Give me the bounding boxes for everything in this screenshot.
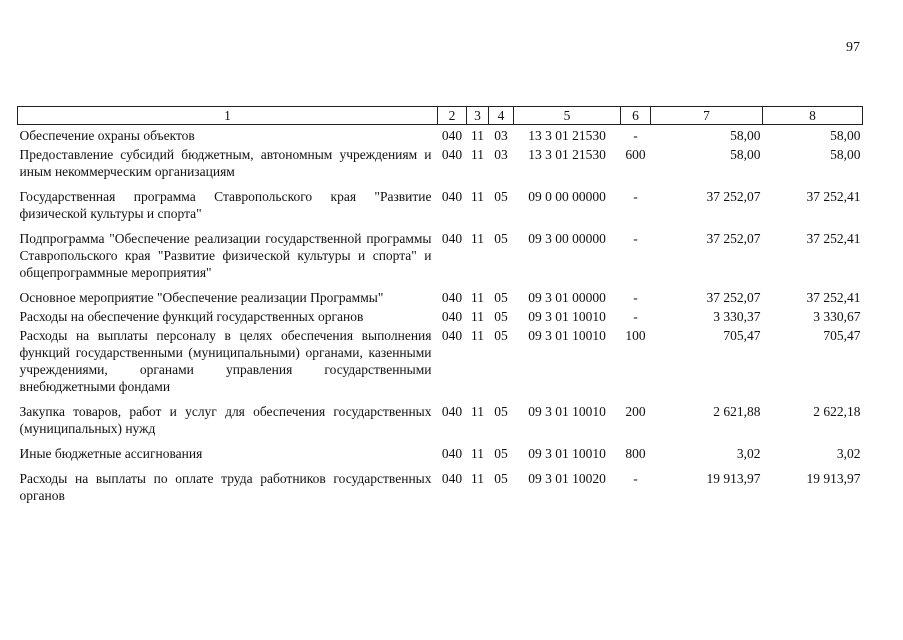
row-expense-type: - (633, 128, 638, 143)
row-amount-8: 2 622,18 (813, 404, 861, 419)
row-amount-8: 37 252,41 (806, 290, 861, 305)
header-cell: 7 (651, 107, 763, 125)
row-ministry-code: 040 (441, 231, 463, 246)
row-section-code: 11 (471, 128, 484, 143)
table-row (18, 228, 863, 287)
row-name: Закупка товаров, работ и услуг для обеспечения государственных (муниципальных) нужд (19, 404, 432, 436)
row-amount-7: 37 252,07 (706, 189, 761, 204)
row-section-code: 11 (471, 471, 484, 486)
header-cell: 2 (438, 107, 467, 125)
row-amount-7: 37 252,07 (706, 231, 761, 246)
row-amount-7: 3 330,37 (713, 309, 761, 324)
table-row (18, 468, 863, 504)
row-subsection-code: 05 (494, 290, 508, 305)
table-row (18, 443, 863, 468)
row-amount-8: 37 252,41 (806, 231, 861, 246)
row-subsection-code: 05 (494, 404, 508, 419)
row-target-code: 09 3 01 10010 (528, 309, 606, 324)
row-target-code: 13 3 01 21530 (528, 128, 606, 143)
row-subsection-code: 05 (494, 328, 508, 343)
header-cell: 1 (18, 107, 438, 125)
row-ministry-code: 040 (441, 446, 463, 461)
row-amount-7: 705,47 (723, 328, 761, 343)
row-amount-7: 19 913,97 (706, 471, 761, 486)
row-expense-type: 100 (625, 328, 646, 343)
table-row (18, 125, 863, 145)
row-target-code: 09 3 01 10010 (528, 404, 606, 419)
row-name: Иные бюджетные ассигнования (19, 446, 203, 461)
row-target-code: 09 3 01 10020 (528, 471, 606, 486)
row-amount-8: 705,47 (823, 328, 861, 343)
row-subsection-code: 03 (494, 128, 508, 143)
table-row (18, 401, 863, 443)
row-name: Обеспечение охраны объектов (19, 128, 195, 143)
row-target-code: 09 3 00 00000 (528, 231, 606, 246)
row-ministry-code: 040 (441, 471, 463, 486)
row-expense-type: - (633, 471, 638, 486)
row-expense-type: - (633, 309, 638, 324)
row-ministry-code: 040 (441, 189, 463, 204)
row-name: Расходы на обеспечение функций государственных органов (19, 309, 364, 324)
header-cell: 3 (467, 107, 489, 125)
row-expense-type: - (633, 231, 638, 246)
row-amount-8: 3,02 (836, 446, 861, 461)
row-expense-type: 200 (625, 404, 646, 419)
row-section-code: 11 (471, 309, 484, 324)
row-subsection-code: 05 (494, 471, 508, 486)
row-amount-7: 37 252,07 (706, 290, 761, 305)
row-ministry-code: 040 (441, 328, 463, 343)
row-section-code: 11 (471, 147, 484, 162)
row-expense-type: 600 (625, 147, 646, 162)
row-amount-8: 37 252,41 (806, 189, 861, 204)
table-row (18, 287, 863, 306)
row-amount-7: 58,00 (730, 147, 761, 162)
row-subsection-code: 05 (494, 231, 508, 246)
table-row (18, 306, 863, 325)
row-section-code: 11 (471, 328, 484, 343)
row-name: Подпрограмма "Обеспечение реализации государственной программы Ставропольского края "Развитие физической культуры и спорта" и общепрограммные мероприятия" (19, 231, 432, 280)
budget-table (17, 106, 863, 504)
header-row (18, 107, 863, 125)
row-subsection-code: 05 (494, 189, 508, 204)
row-name: Основное мероприятие "Обеспечение реализации Программы" (19, 290, 384, 305)
row-subsection-code: 05 (494, 446, 508, 461)
table-row (18, 325, 863, 401)
table-row (18, 144, 863, 186)
row-ministry-code: 040 (441, 147, 463, 162)
row-amount-8: 19 913,97 (806, 471, 861, 486)
row-expense-type: - (633, 290, 638, 305)
row-section-code: 11 (471, 290, 484, 305)
row-amount-7: 58,00 (730, 128, 761, 143)
table-row (18, 186, 863, 228)
row-name: Предоставление субсидий бюджетным, автономным учреждениям и иным некоммерческим организациям (19, 147, 432, 179)
row-amount-7: 2 621,88 (713, 404, 761, 419)
row-expense-type: - (633, 189, 638, 204)
row-subsection-code: 03 (494, 147, 508, 162)
row-target-code: 13 3 01 21530 (528, 147, 606, 162)
row-amount-8: 3 330,67 (813, 309, 861, 324)
row-target-code: 09 0 00 00000 (528, 189, 606, 204)
row-amount-8: 58,00 (830, 128, 861, 143)
row-name: Расходы на выплаты по оплате труда работников государственных органов (19, 471, 432, 503)
row-subsection-code: 05 (494, 309, 508, 324)
header-cell: 5 (514, 107, 621, 125)
row-name: Расходы на выплаты персоналу в целях обеспечения выполнения функций государственными (муниципальными) органами, казенными учреждениями, органами управления государственными внебюджетными фондами (19, 328, 432, 394)
row-amount-8: 58,00 (830, 147, 861, 162)
page-number: 97 (846, 40, 860, 55)
header-cell: 4 (489, 107, 514, 125)
header-cell: 6 (621, 107, 651, 125)
row-expense-type: 800 (625, 446, 646, 461)
row-section-code: 11 (471, 404, 484, 419)
row-ministry-code: 040 (441, 404, 463, 419)
row-ministry-code: 040 (441, 128, 463, 143)
row-target-code: 09 3 01 10010 (528, 328, 606, 343)
row-ministry-code: 040 (441, 290, 463, 305)
row-section-code: 11 (471, 446, 484, 461)
row-name: Государственная программа Ставропольского края "Развитие физической культуры и спорта" (19, 189, 432, 221)
row-section-code: 11 (471, 189, 484, 204)
row-target-code: 09 3 01 10010 (528, 446, 606, 461)
row-section-code: 11 (471, 231, 484, 246)
row-amount-7: 3,02 (736, 446, 761, 461)
header-cell: 8 (763, 107, 863, 125)
row-target-code: 09 3 01 00000 (528, 290, 606, 305)
row-ministry-code: 040 (441, 309, 463, 324)
